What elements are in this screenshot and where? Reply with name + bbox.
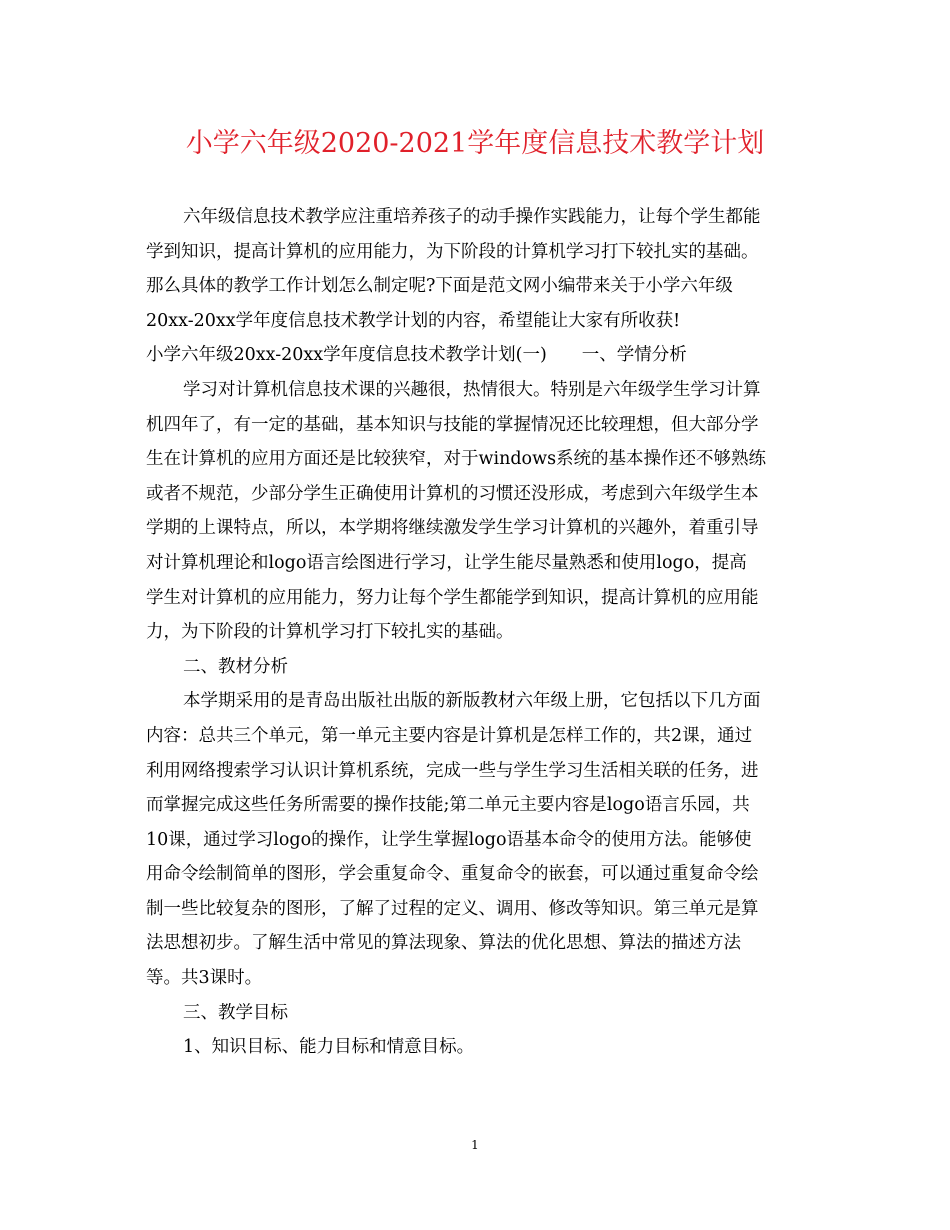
text-line: 二、教材分析 [183,656,288,677]
text-line: 学习对计算机信息技术课的兴趣很，热情很大。特别是六年级学生学习计算 [183,379,761,400]
text-line: 利用网络搜索学习认识计算机系统，完成一些与学生学习生活相关联的任务，进 [146,760,759,781]
text-line: 或者不规范，少部分学生正确使用计算机的习惯还没形成，考虑到六年级学生本 [146,483,759,504]
text-line: 力，为下阶段的计算机学习打下较扎实的基础。 [146,622,514,643]
text-line: 六年级信息技术教学应注重培养孩子的动手操作实践能力，让每个学生都能 [183,207,761,227]
text-line: 用命令绘制简单的图形，学会重复命令、重复命令的嵌套，可以通过重复命令绘 [146,864,759,885]
text-line: 生在计算机的应用方面还是比较狭窄，对于windows系统的基本操作还不够熟练 [146,449,767,470]
text-line: 机四年了，有一定的基础，基本知识与技能的掌握情况还比较理想，但大部分学 [146,414,759,435]
document-body [146,200,806,1065]
text-line: 三、教学目标 [183,1002,288,1023]
text-line: 20xx-20xx学年度信息技术教学计划的内容，希望能让大家有所收获! [146,310,681,331]
text-line: 学期的上课特点，所以，本学期将继续激发学生学习计算机的兴趣外，着重引导 [146,518,759,539]
text-line: 等。共3课时。 [146,968,263,989]
text-line: 小学六年级20xx-20xx学年度信息技术教学计划(一) 一、学情分析 [146,345,687,366]
text-line: 那么具体的教学工作计划怎么制定呢?下面是范文网小编带来关于小学六年级 [146,276,733,297]
text-line: 学生对计算机的应用能力，努力让每个学生都能学到知识，提高计算机的应用能 [146,587,759,608]
document-title: 小学六年级2020-2021学年度信息技术教学计划 [185,128,765,159]
text-line: 学到知识，提高计算机的应用能力，为下阶段的计算机学习打下较扎实的基础。 [146,241,759,262]
text-line: 对计算机理论和logo语言绘图进行学习，让学生能尽量熟悉和使用logo，提高 [146,552,747,573]
text-line: 1、知识目标、能力目标和情意目标。 [183,1037,475,1058]
page-number: 1 [471,1138,479,1152]
text-line: 10课，通过学习logo的操作，让学生掌握logo语基本命令的使用方法。能够使 [146,829,752,850]
text-line: 本学期采用的是青岛出版社出版的新版教材六年级上册，它包括以下几方面 [183,691,761,712]
text-line: 法思想初步。了解生活中常见的算法现象、算法的优化思想、算法的描述方法 [146,933,741,954]
text-line: 制一些比较复杂的图形，了解了过程的定义、调用、修改等知识。第三单元是算 [146,898,759,919]
text-line: 内容：总共三个单元，第一单元主要内容是计算机是怎样工作的，共2课，通过 [146,725,753,746]
text-line: 而掌握完成这些任务所需要的操作技能;第二单元主要内容是logo语言乐园，共 [146,795,750,816]
